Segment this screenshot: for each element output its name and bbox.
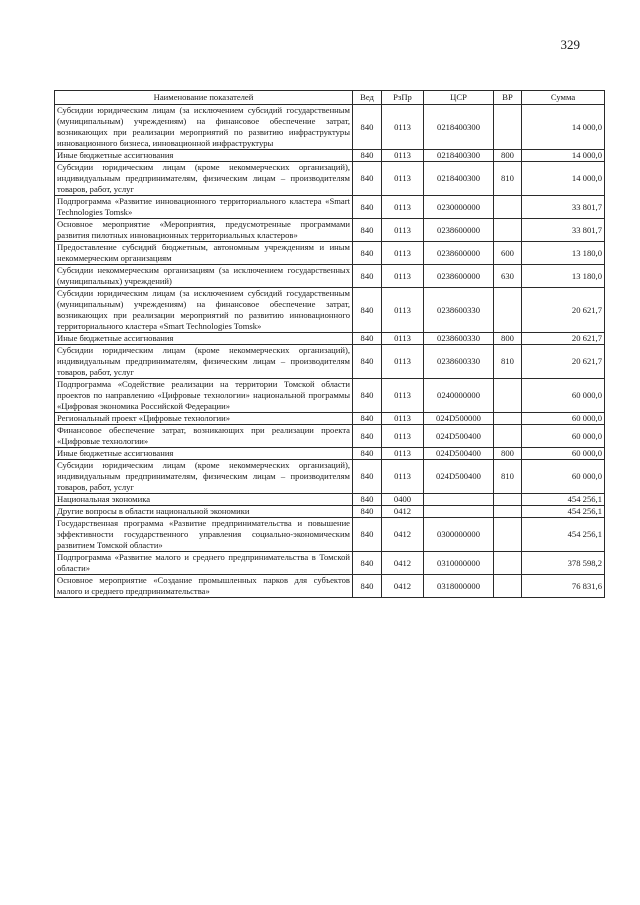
cell-csr: 0238600000 bbox=[424, 242, 494, 265]
cell-csr: 0238600330 bbox=[424, 345, 494, 379]
budget-table bbox=[54, 90, 605, 598]
cell-csr: 0230000000 bbox=[424, 196, 494, 219]
cell-rzpr: 0113 bbox=[382, 448, 424, 460]
cell-name: Финансовое обеспечение затрат, возникающих при реализации проекта «Цифровые технологии» bbox=[55, 425, 353, 448]
cell-vr bbox=[494, 288, 522, 333]
cell-vr: 810 bbox=[494, 460, 522, 494]
cell-csr: 024D500400 bbox=[424, 425, 494, 448]
cell-vr bbox=[494, 219, 522, 242]
cell-csr: 0318000000 bbox=[424, 575, 494, 598]
cell-name: Субсидии юридическим лицам (кроме некоммерческих организаций), индивидуальным предпринимателям, физическим лицам – производителям товаров, работ, услуг bbox=[55, 460, 353, 494]
cell-vr: 800 bbox=[494, 448, 522, 460]
cell-sum: 20 621,7 bbox=[522, 345, 605, 379]
cell-sum: 14 000,0 bbox=[522, 150, 605, 162]
header-name: Наименование показателей bbox=[55, 91, 353, 105]
cell-sum: 20 621,7 bbox=[522, 288, 605, 333]
cell-vr bbox=[494, 425, 522, 448]
header-sum: Сумма bbox=[522, 91, 605, 105]
cell-name: Другие вопросы в области национальной экономики bbox=[55, 506, 353, 518]
cell-rzpr: 0113 bbox=[382, 219, 424, 242]
cell-vr bbox=[494, 379, 522, 413]
table-row bbox=[55, 575, 605, 598]
table-row bbox=[55, 506, 605, 518]
table-header-row bbox=[55, 91, 605, 105]
cell-sum: 33 801,7 bbox=[522, 196, 605, 219]
cell-csr bbox=[424, 494, 494, 506]
cell-name: Предоставление субсидий бюджетным, автономным учреждениям и иным некоммерческим организациям bbox=[55, 242, 353, 265]
cell-ved: 840 bbox=[353, 518, 382, 552]
cell-sum: 14 000,0 bbox=[522, 162, 605, 196]
cell-rzpr: 0113 bbox=[382, 379, 424, 413]
table-row bbox=[55, 494, 605, 506]
cell-name: Государственная программа «Развитие предпринимательства и повышение эффективности государственного управления социально-экономическим развитием Томской области» bbox=[55, 518, 353, 552]
cell-csr: 0240000000 bbox=[424, 379, 494, 413]
cell-sum: 33 801,7 bbox=[522, 219, 605, 242]
cell-rzpr: 0113 bbox=[382, 150, 424, 162]
table-row bbox=[55, 413, 605, 425]
cell-vr bbox=[494, 518, 522, 552]
cell-rzpr: 0113 bbox=[382, 242, 424, 265]
table-row bbox=[55, 242, 605, 265]
cell-vr: 600 bbox=[494, 242, 522, 265]
cell-sum: 454 256,1 bbox=[522, 518, 605, 552]
cell-vr: 800 bbox=[494, 333, 522, 345]
table-row bbox=[55, 265, 605, 288]
cell-sum: 378 598,2 bbox=[522, 552, 605, 575]
cell-sum: 60 000,0 bbox=[522, 425, 605, 448]
cell-name: Основное мероприятие «Создание промышленных парков для субъектов малого и среднего предпринимательства» bbox=[55, 575, 353, 598]
cell-name: Региональный проект «Цифровые технологии» bbox=[55, 413, 353, 425]
cell-sum: 13 180,0 bbox=[522, 265, 605, 288]
cell-name: Субсидии юридическим лицам (за исключением субсидий государственным (муниципальным) учреждениям) на финансовое обеспечение затрат, возникающих при реализации мероприятий по развитию инфраструктуры инновационного бизнеса, инновационной инфраструктуры bbox=[55, 105, 353, 150]
cell-rzpr: 0412 bbox=[382, 552, 424, 575]
cell-csr: 0218400300 bbox=[424, 162, 494, 196]
cell-csr: 0238600330 bbox=[424, 333, 494, 345]
table-row bbox=[55, 460, 605, 494]
cell-csr: 0218400300 bbox=[424, 150, 494, 162]
table-row bbox=[55, 196, 605, 219]
cell-name: Подпрограмма «Содействие реализации на территории Томской области проектов по направлению «Цифровые технологии» национальной программы «Цифровая экономика Российской Федерации» bbox=[55, 379, 353, 413]
cell-name: Национальная экономика bbox=[55, 494, 353, 506]
cell-name: Подпрограмма «Развитие малого и среднего предпринимательства в Томской области» bbox=[55, 552, 353, 575]
cell-csr bbox=[424, 506, 494, 518]
cell-csr: 0300000000 bbox=[424, 518, 494, 552]
cell-rzpr: 0113 bbox=[382, 413, 424, 425]
cell-rzpr: 0113 bbox=[382, 105, 424, 150]
cell-ved: 840 bbox=[353, 150, 382, 162]
page-number: 329 bbox=[560, 37, 580, 52]
cell-ved: 840 bbox=[353, 379, 382, 413]
cell-sum: 20 621,7 bbox=[522, 333, 605, 345]
table-row bbox=[55, 379, 605, 413]
table-row bbox=[55, 518, 605, 552]
cell-ved: 840 bbox=[353, 288, 382, 333]
cell-ved: 840 bbox=[353, 425, 382, 448]
cell-ved: 840 bbox=[353, 219, 382, 242]
cell-sum: 60 000,0 bbox=[522, 460, 605, 494]
cell-rzpr: 0412 bbox=[382, 518, 424, 552]
cell-ved: 840 bbox=[353, 460, 382, 494]
cell-csr: 0238600330 bbox=[424, 288, 494, 333]
cell-sum: 60 000,0 bbox=[522, 448, 605, 460]
cell-sum: 14 000,0 bbox=[522, 105, 605, 150]
cell-ved: 840 bbox=[353, 552, 382, 575]
cell-vr bbox=[494, 506, 522, 518]
cell-ved: 840 bbox=[353, 345, 382, 379]
cell-rzpr: 0113 bbox=[382, 333, 424, 345]
table-row bbox=[55, 288, 605, 333]
cell-sum: 76 831,6 bbox=[522, 575, 605, 598]
cell-vr bbox=[494, 552, 522, 575]
table-row bbox=[55, 552, 605, 575]
table-row bbox=[55, 150, 605, 162]
table-row bbox=[55, 425, 605, 448]
cell-rzpr: 0400 bbox=[382, 494, 424, 506]
cell-sum: 60 000,0 bbox=[522, 379, 605, 413]
cell-rzpr: 0113 bbox=[382, 288, 424, 333]
cell-sum: 454 256,1 bbox=[522, 494, 605, 506]
header-csr: ЦСР bbox=[424, 91, 494, 105]
cell-csr: 0218400300 bbox=[424, 105, 494, 150]
cell-ved: 840 bbox=[353, 105, 382, 150]
cell-ved: 840 bbox=[353, 506, 382, 518]
cell-ved: 840 bbox=[353, 448, 382, 460]
cell-ved: 840 bbox=[353, 162, 382, 196]
table-row bbox=[55, 219, 605, 242]
cell-csr: 0238600000 bbox=[424, 219, 494, 242]
cell-rzpr: 0412 bbox=[382, 506, 424, 518]
cell-rzpr: 0113 bbox=[382, 460, 424, 494]
cell-rzpr: 0113 bbox=[382, 196, 424, 219]
cell-ved: 840 bbox=[353, 242, 382, 265]
cell-vr: 810 bbox=[494, 162, 522, 196]
header-rzpr: РзПр bbox=[382, 91, 424, 105]
cell-vr bbox=[494, 105, 522, 150]
cell-ved: 840 bbox=[353, 333, 382, 345]
cell-ved: 840 bbox=[353, 494, 382, 506]
cell-rzpr: 0412 bbox=[382, 575, 424, 598]
table-row bbox=[55, 105, 605, 150]
cell-ved: 840 bbox=[353, 265, 382, 288]
cell-vr: 630 bbox=[494, 265, 522, 288]
cell-ved: 840 bbox=[353, 575, 382, 598]
cell-csr: 024D500000 bbox=[424, 413, 494, 425]
cell-name: Иные бюджетные ассигнования bbox=[55, 448, 353, 460]
cell-sum: 454 256,1 bbox=[522, 506, 605, 518]
cell-name: Субсидии юридическим лицам (кроме некоммерческих организаций), индивидуальным предпринимателям, физическим лицам – производителям товаров, работ, услуг bbox=[55, 345, 353, 379]
header-vr: ВР bbox=[494, 91, 522, 105]
cell-vr bbox=[494, 196, 522, 219]
cell-name: Иные бюджетные ассигнования bbox=[55, 333, 353, 345]
cell-vr: 800 bbox=[494, 150, 522, 162]
cell-name: Субсидии юридическим лицам (за исключением субсидий государственным (муниципальным) учреждениям) на финансовое обеспечение затрат, возникающих при реализации мероприятий по развитию инновационного территориального кластера «Smart Technologies Tomsk» bbox=[55, 288, 353, 333]
cell-sum: 13 180,0 bbox=[522, 242, 605, 265]
table-row bbox=[55, 162, 605, 196]
table-row bbox=[55, 333, 605, 345]
cell-name: Иные бюджетные ассигнования bbox=[55, 150, 353, 162]
table-body bbox=[55, 105, 605, 598]
cell-ved: 840 bbox=[353, 196, 382, 219]
table-row bbox=[55, 345, 605, 379]
cell-sum: 60 000,0 bbox=[522, 413, 605, 425]
cell-ved: 840 bbox=[353, 413, 382, 425]
cell-csr: 024D500400 bbox=[424, 448, 494, 460]
cell-vr bbox=[494, 494, 522, 506]
cell-rzpr: 0113 bbox=[382, 425, 424, 448]
cell-name: Субсидии юридическим лицам (кроме некоммерческих организаций), индивидуальным предпринимателям, физическим лицам – производителям товаров, работ, услуг bbox=[55, 162, 353, 196]
cell-rzpr: 0113 bbox=[382, 162, 424, 196]
cell-csr: 024D500400 bbox=[424, 460, 494, 494]
cell-name: Субсидии некоммерческим организациям (за исключением государственных (муниципальных) учреждений) bbox=[55, 265, 353, 288]
table-row bbox=[55, 448, 605, 460]
cell-csr: 0310000000 bbox=[424, 552, 494, 575]
cell-vr bbox=[494, 575, 522, 598]
cell-vr: 810 bbox=[494, 345, 522, 379]
cell-csr: 0238600000 bbox=[424, 265, 494, 288]
cell-rzpr: 0113 bbox=[382, 265, 424, 288]
cell-rzpr: 0113 bbox=[382, 345, 424, 379]
cell-name: Подпрограмма «Развитие инновационного территориального кластера «Smart Technologies Tomsk» bbox=[55, 196, 353, 219]
cell-name: Основное мероприятие «Мероприятия, предусмотренные программами развития пилотных инновационных территориальных кластеров» bbox=[55, 219, 353, 242]
header-ved: Вед bbox=[353, 91, 382, 105]
cell-vr bbox=[494, 413, 522, 425]
